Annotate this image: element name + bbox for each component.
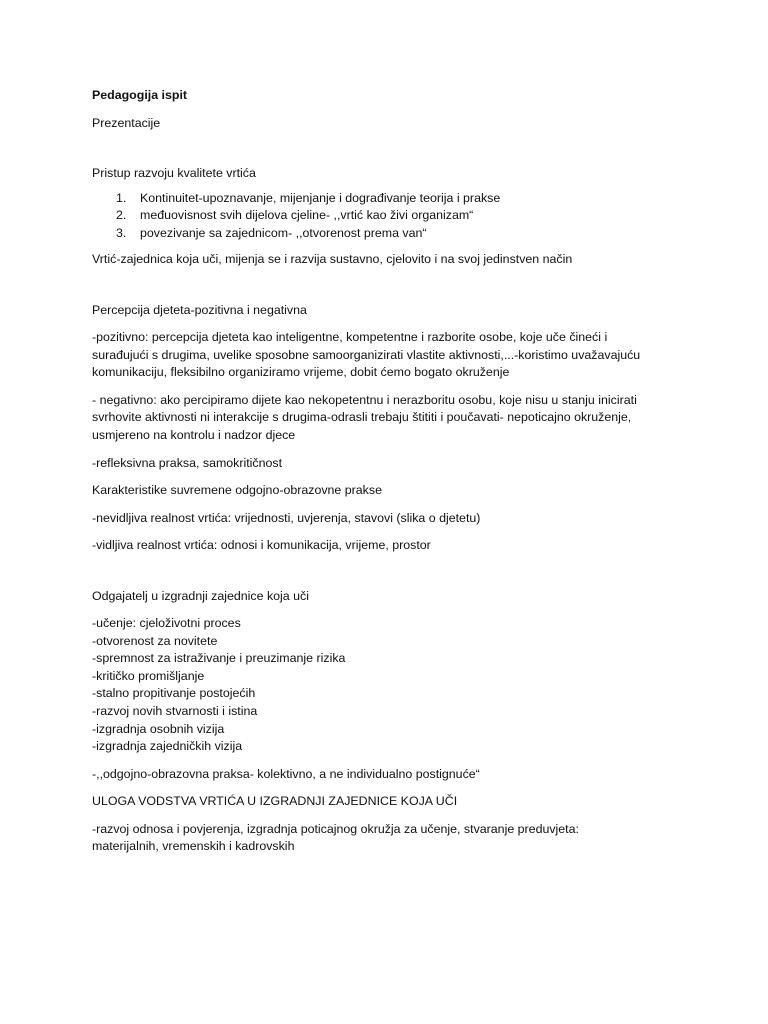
educator-list <box>92 615 682 756</box>
document-title: Pedagogija ispit <box>92 88 188 102</box>
paragraph-leadership <box>92 821 682 856</box>
section-heading-leadership: ULOGA VODSTVA VRTIĆA U IZGRADNJI ZAJEDNICE KOJA UČI <box>92 794 458 809</box>
section-heading-perception: Percepcija djeteta-pozitivna i negativna <box>92 302 307 317</box>
document-subtitle: Prezentacije <box>92 115 161 130</box>
paragraph-reflexive: -refleksivna praksa, samokritičnost <box>92 455 283 470</box>
list-number: 2. <box>116 208 127 222</box>
list-item: -stalno propitivanje postojećih <box>92 686 256 701</box>
numbered-list <box>92 190 682 243</box>
paragraph-invisible-reality: -nevidljiva realnost vrtića: vrijednosti, uvjerenja, stavovi (slika o djetetu) <box>92 510 481 525</box>
text-line: -pozitivno: percepcija djeteta kao inteligentne, kompetentne i razborite osobe, koje uče čineći i <box>92 330 608 344</box>
text-line: usmjereno na kontrolu i nadzor djece <box>92 427 296 442</box>
section-heading-quality: Pristup razvoju kvalitete vrtića <box>92 166 256 180</box>
text-line: materijalnih, vremenskih i kadrovskih <box>92 839 295 854</box>
paragraph-positive <box>92 329 682 382</box>
text-line: komunikaciju, fleksibilno organiziramo vrijeme, dobit ćemo bogato okruženje <box>92 365 510 380</box>
list-item: -izgradnja osobnih vizija <box>92 721 225 736</box>
list-item <box>92 225 682 243</box>
section-heading-educator: Odgajatelj u izgradnji zajednice koja uči <box>92 588 309 603</box>
list-item: -spremnost za istraživanje i preuzimanje rizika <box>92 651 346 666</box>
paragraph-quote: -,,odgojno-obrazovna praksa- kolektivno, a ne individualno postignuće“ <box>92 766 480 781</box>
list-item: -učenje: cjeloživotni proces <box>92 616 241 631</box>
list-item-text: Kontinuitet-upoznavanje, mijenjanje i dograđivanje teorija i prakse <box>140 190 501 205</box>
paragraph-negative <box>92 392 682 445</box>
paragraph-characteristics: Karakteristike suvremene odgojno-obrazovne prakse <box>92 483 382 498</box>
text-line: svrhovite aktivnosti ni interakcije s drugima-odrasli trebaju štititi i poučavati- nepoticajno okruženje, <box>92 410 632 425</box>
paragraph-summary: Vrtić-zajednica koja uči, mijenja se i razvija sustavno, cjelovito i na svoj jedinstven način <box>92 252 573 266</box>
list-item <box>92 190 682 208</box>
list-item <box>92 207 682 225</box>
paragraph-visible-reality: -vidljiva realnost vrtića: odnosi i komunikacija, vrijeme, prostor <box>92 538 431 553</box>
list-item-text: povezivanje sa zajednicom- ,,otvorenost prema van“ <box>140 225 427 240</box>
text-line: - negativno: ako percipiramo dijete kao nekopetentnu i nerazboritu osobu, koje nisu u stanju inicirati <box>92 392 637 407</box>
list-number: 1. <box>116 190 127 205</box>
text-line: surađujući s drugima, uvelike sposobne samoorganizirati vlastite aktivnosti,...-koristimo uvažavajuću <box>92 347 641 362</box>
list-item: -razvoj novih stvarnosti i istina <box>92 704 258 719</box>
list-item: -kritičko promišljanje <box>92 668 205 683</box>
text-line: -razvoj odnosa i povjerenja, izgradnja poticajnog okružja za učenje, stvaranje preduvjeta: <box>92 821 579 836</box>
list-item-text: međuovisnost svih dijelova cjeline- ,,vrtić kao živi organizam“ <box>140 208 474 222</box>
list-item: -otvorenost za novitete <box>92 633 218 648</box>
document-content <box>92 87 682 856</box>
list-item: -izgradnja zajedničkih vizija <box>92 739 243 754</box>
list-number: 3. <box>116 225 127 240</box>
